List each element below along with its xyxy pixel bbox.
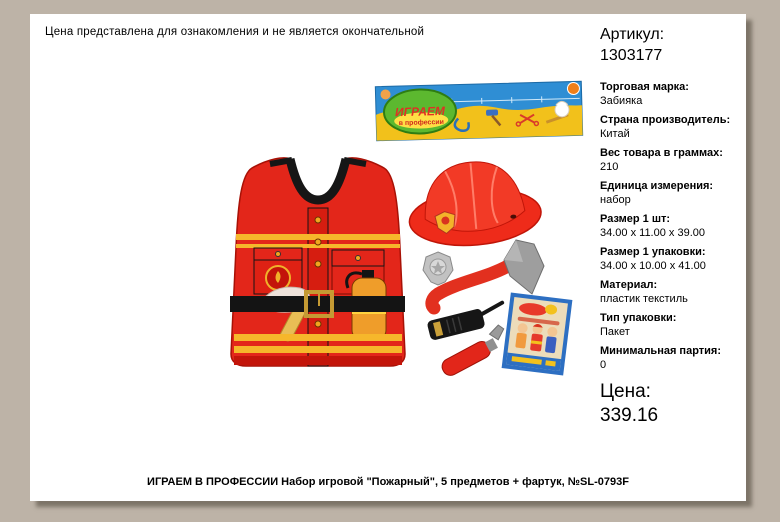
attribute-value: 0 — [600, 359, 607, 371]
attribute-value: Пакет — [600, 326, 630, 338]
attribute-row — [600, 344, 746, 372]
attribute-row — [600, 311, 746, 339]
svg-text:ИГРАЕМ: ИГРАЕМ — [394, 103, 446, 120]
attribute-label: Размер 1 упаковки: — [600, 246, 706, 258]
attribute-row — [600, 113, 746, 141]
price-disclaimer: Цена представлена для ознакомления и не является окончательной — [45, 26, 425, 38]
attribute-label: Страна производитель: — [600, 114, 731, 126]
attribute-label: Материал: — [600, 279, 658, 291]
attribute-row — [600, 80, 746, 108]
product-photo — [190, 72, 590, 392]
attribute-value: набор — [600, 194, 631, 206]
price-value: 339.16 — [600, 405, 659, 426]
attribute-label: Тип упаковки: — [600, 312, 677, 324]
attribute-row — [600, 212, 746, 240]
attribute-label: Размер 1 шт: — [600, 213, 671, 225]
attribute-value: Забияка — [600, 95, 643, 107]
attribute-value: 34.00 x 11.00 x 39.00 — [600, 227, 705, 239]
attribute-label: Минимальная партия: — [600, 345, 721, 357]
brand-logo — [383, 89, 456, 135]
attribute-value: 210 — [600, 161, 619, 173]
article-value: 1303177 — [600, 47, 663, 64]
sheriff-badge — [423, 252, 453, 285]
attribute-row — [600, 278, 746, 306]
packaging-banner — [375, 81, 582, 140]
svg-text:в профессии: в профессии — [398, 118, 445, 128]
attribute-label: Торговая марка: — [600, 81, 689, 93]
attribute-row — [600, 179, 746, 207]
product-info-column — [600, 24, 746, 428]
attribute-value: 34.00 x 10.00 x 41.00 — [600, 260, 706, 272]
price-label: Цена: — [600, 381, 651, 402]
product-card — [30, 14, 746, 501]
attribute-value: пластик текстиль — [600, 293, 688, 305]
attribute-row — [600, 245, 746, 273]
product-title-caption: ИГРАЕМ В ПРОФЕССИИ Набор игровой "Пожарный", 5 предметов + фартук, №SL-0793F — [147, 476, 629, 488]
fireman-vest — [230, 158, 405, 366]
age-badge-icon — [567, 82, 579, 94]
instruction-leaflet — [502, 293, 573, 376]
attribute-label: Вес товара в граммах: — [600, 147, 723, 159]
fire-helmet — [405, 156, 544, 250]
attribute-value: Китай — [600, 128, 630, 140]
article-label: Артикул: — [600, 26, 665, 43]
price-block — [600, 380, 746, 428]
attribute-row — [600, 146, 746, 174]
attribute-label: Единица измерения: — [600, 180, 714, 192]
article-block — [600, 24, 746, 66]
